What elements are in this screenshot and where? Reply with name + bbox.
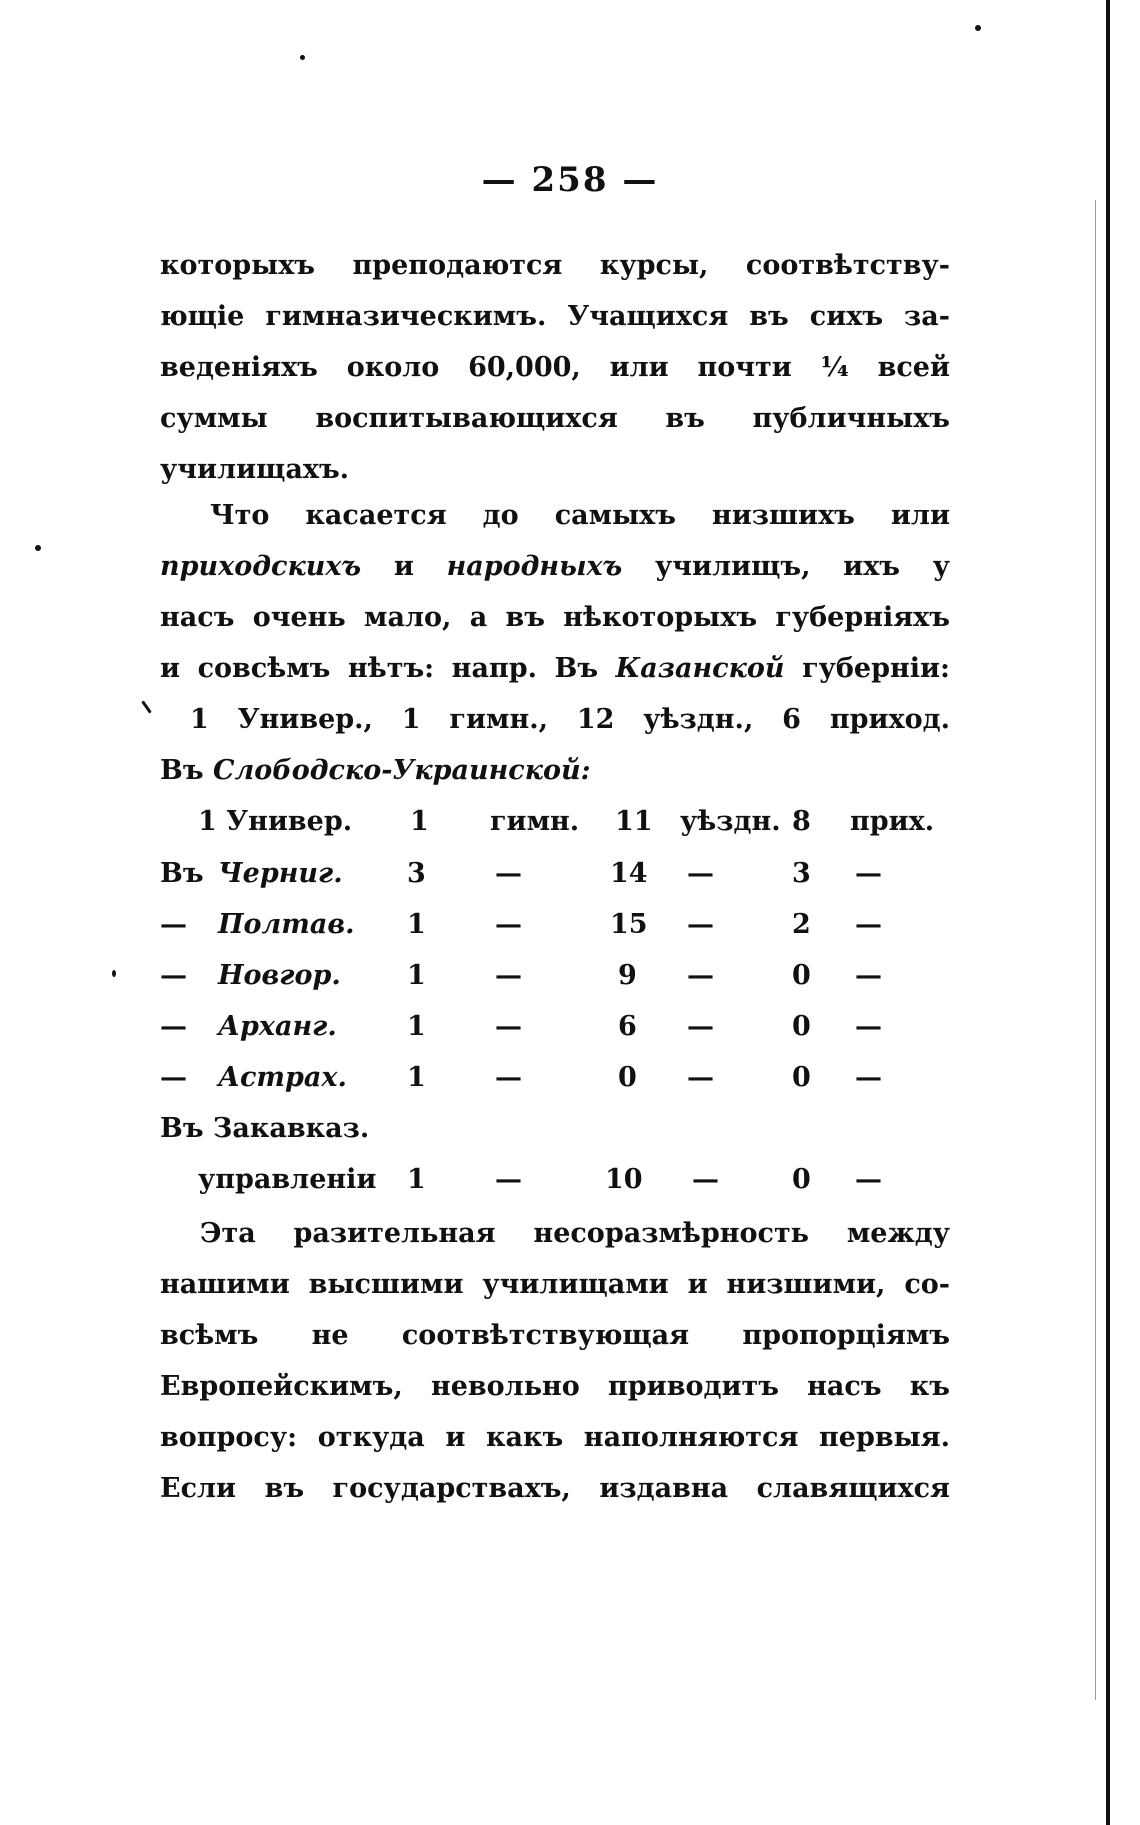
text-line: насъ очень мало, а въ нѣкоторыхъ губерніяхъ bbox=[160, 602, 950, 633]
table-cell: — bbox=[495, 1164, 522, 1195]
text-span: училищъ, ихъ у bbox=[655, 551, 951, 582]
table-cell: — bbox=[692, 1164, 719, 1195]
table-cell: прих. bbox=[850, 806, 935, 837]
table-cell: 0 bbox=[618, 1062, 637, 1093]
scan-speck bbox=[300, 55, 305, 60]
table-row bbox=[160, 1062, 960, 1112]
table-cell: — bbox=[495, 858, 522, 889]
table-cell: 1 Универ. bbox=[198, 806, 353, 837]
text-span: и bbox=[393, 551, 414, 582]
table-cell: 1 bbox=[410, 806, 429, 837]
table-cell: 8 bbox=[792, 806, 811, 837]
text-line: всѣмъ не соотвѣтствующая пропорціямъ bbox=[160, 1320, 950, 1351]
paragraph-3 bbox=[160, 1208, 950, 1514]
italic-term: народныхъ bbox=[446, 551, 623, 582]
text-line: нашими высшими училищами и низшими, со- bbox=[160, 1269, 950, 1300]
table-cell: — bbox=[687, 1011, 714, 1042]
text-line bbox=[160, 541, 950, 592]
table-cell: 6 bbox=[618, 1011, 637, 1042]
table-cell: — bbox=[855, 909, 882, 940]
table-cell: — bbox=[495, 1011, 522, 1042]
row-prefix: — bbox=[160, 1011, 187, 1042]
row-name: Арханг. bbox=[218, 1011, 337, 1042]
page-edge-line bbox=[1095, 200, 1096, 1700]
text-line: Что касается до самыхъ низшихъ или bbox=[210, 500, 950, 531]
table-cell: — bbox=[495, 909, 522, 940]
row-name: Черниг. bbox=[218, 858, 343, 889]
text-span: губерніи: bbox=[802, 653, 950, 684]
table-cell: — bbox=[687, 960, 714, 991]
table-cell: — bbox=[855, 858, 882, 889]
row-prefix: — bbox=[160, 909, 187, 940]
text-line bbox=[160, 745, 950, 796]
text-line: училищахъ. bbox=[160, 454, 350, 485]
scan-speck bbox=[112, 970, 116, 977]
table-cell: гимн. bbox=[490, 806, 580, 837]
text-line: веденіяхъ около 60,000, или почти ¼ всей bbox=[160, 352, 950, 383]
table-cell: — bbox=[495, 1062, 522, 1093]
table-cell: 3 bbox=[407, 858, 426, 889]
table-cell: 1 bbox=[407, 960, 426, 991]
table-cell: 3 bbox=[792, 858, 811, 889]
italic-term: приходскихъ bbox=[160, 551, 362, 582]
page-number: — 258 — bbox=[481, 160, 659, 200]
table-cell: — bbox=[687, 909, 714, 940]
text-line: Если въ государствахъ, издавна славящихся bbox=[160, 1473, 950, 1504]
text-span: Въ bbox=[160, 755, 204, 786]
text-line: суммы воспитывающихся въ публичныхъ bbox=[160, 403, 950, 434]
table-cell: 15 bbox=[610, 909, 648, 940]
text-line: 1 Универ., 1 гимн., 12 уѣздн., 6 приход. bbox=[190, 704, 950, 735]
table-cell: 0 bbox=[792, 1011, 811, 1042]
table-cell: 11 bbox=[615, 806, 653, 837]
table-cell: 1 bbox=[407, 1164, 426, 1195]
table-row bbox=[160, 960, 960, 1010]
scan-speck bbox=[975, 25, 981, 31]
table-cell: 1 bbox=[407, 909, 426, 940]
table-section-label bbox=[160, 1113, 960, 1163]
row-name: Новгор. bbox=[218, 960, 341, 991]
row-prefix: Въ Закавказ. bbox=[160, 1113, 370, 1144]
table-cell: — bbox=[855, 960, 882, 991]
table-cell: — bbox=[687, 858, 714, 889]
paragraph-2 bbox=[160, 490, 950, 796]
row-name: Астрах. bbox=[218, 1062, 347, 1093]
table-cell: — bbox=[687, 1062, 714, 1093]
italic-term: Казанской bbox=[615, 653, 785, 684]
paragraph-1 bbox=[160, 240, 950, 495]
text-line: вопросу: откуда и какъ наполняются первыя. bbox=[160, 1422, 950, 1453]
table-cell: уѣздн. bbox=[680, 806, 781, 837]
table-header-row bbox=[160, 806, 960, 856]
table-row bbox=[160, 1164, 960, 1214]
row-prefix: — bbox=[160, 960, 187, 991]
table-cell: 14 bbox=[610, 858, 648, 889]
text-line bbox=[160, 643, 950, 694]
table-cell: — bbox=[855, 1011, 882, 1042]
text-line: Эта разительная несоразмѣрность между bbox=[200, 1218, 950, 1249]
table-cell: — bbox=[495, 960, 522, 991]
table-row bbox=[160, 858, 960, 908]
table-cell: 0 bbox=[792, 960, 811, 991]
row-prefix: Въ bbox=[160, 858, 204, 889]
page-edge-shadow bbox=[1106, 0, 1110, 1825]
row-prefix: — bbox=[160, 1062, 187, 1093]
table-cell: 2 bbox=[792, 909, 811, 940]
text-line: которыхъ преподаются курсы, соотвѣтству- bbox=[160, 250, 950, 281]
table-cell: — bbox=[855, 1062, 882, 1093]
table-cell: 9 bbox=[618, 960, 637, 991]
table-cell: 0 bbox=[792, 1164, 811, 1195]
table-cell: 10 bbox=[605, 1164, 643, 1195]
scan-speck bbox=[35, 545, 41, 551]
scan-speck bbox=[141, 700, 151, 713]
table-cell: 1 bbox=[407, 1062, 426, 1093]
table-row bbox=[160, 909, 960, 959]
text-line: ющіе гимназическимъ. Учащихся въ сихъ за- bbox=[160, 301, 950, 332]
table-cell: 1 bbox=[407, 1011, 426, 1042]
table-cell: 0 bbox=[792, 1062, 811, 1093]
row-name: управленіи bbox=[198, 1164, 377, 1195]
text-line: Европейскимъ, невольно приводитъ насъ къ bbox=[160, 1371, 950, 1402]
text-span: и совсѣмъ нѣтъ: напр. Въ bbox=[160, 653, 599, 684]
italic-term: Слободско-Украинской: bbox=[212, 755, 591, 786]
table-row bbox=[160, 1011, 960, 1061]
table-cell: — bbox=[855, 1164, 882, 1195]
row-name: Полтав. bbox=[218, 909, 355, 940]
